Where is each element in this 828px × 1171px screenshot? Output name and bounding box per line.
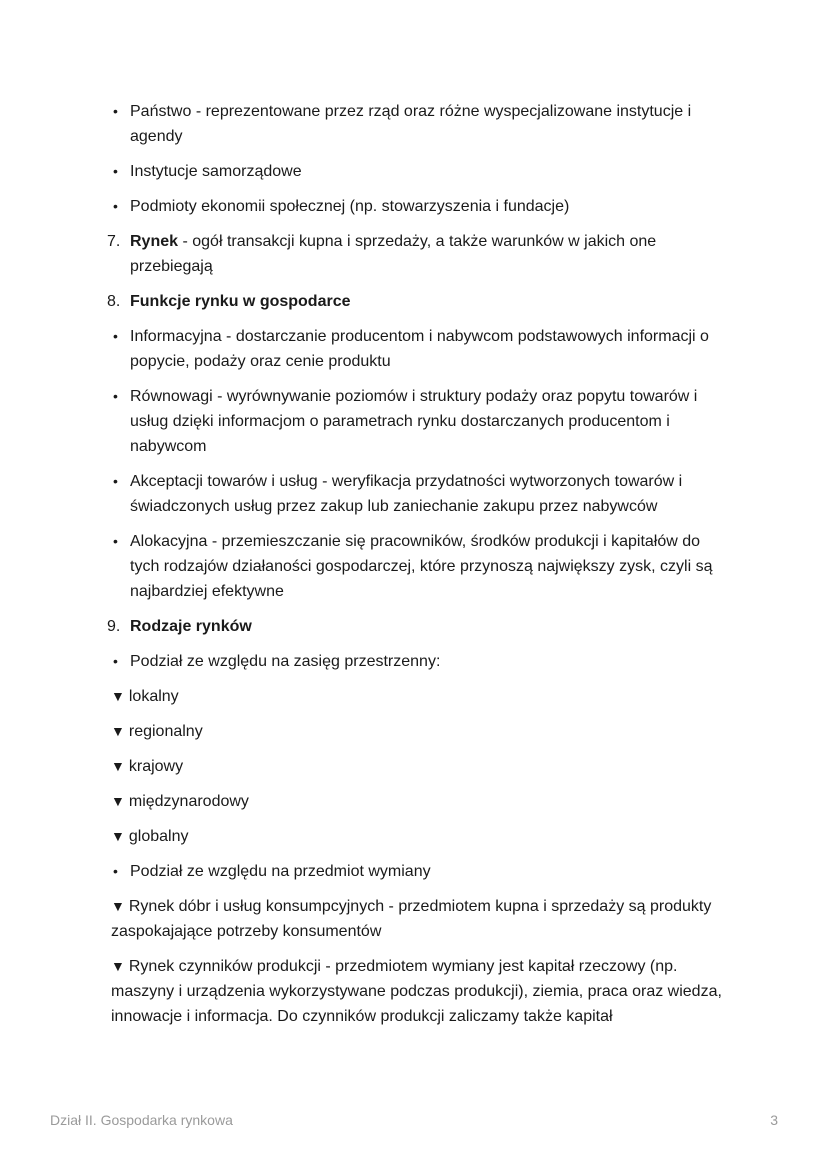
- bullet-marker: •: [113, 533, 118, 549]
- sub-list-item-text: krajowy: [128, 758, 184, 775]
- list-item: [111, 649, 731, 674]
- numbered-item: [107, 289, 731, 314]
- section-heading: Rodzaje rynków: [130, 618, 252, 635]
- bullet-marker: •: [113, 328, 118, 344]
- sub-list-item: [111, 684, 731, 709]
- sub-list-item: [111, 789, 731, 814]
- footer-section-title: Dział II. Gospodarka rynkowa: [50, 1112, 233, 1128]
- number-marker: 8.: [107, 293, 121, 310]
- number-marker: 9.: [107, 618, 121, 635]
- list-item-text: Alokacyjna - przemieszczanie się pracowników, środków produkcji i kapitałów do tych rodzajów działaności gospodarczej, które przynoszą największy zysk, czyli są najbardziej efektywne: [130, 533, 713, 600]
- triangle-down-icon: ▼: [111, 898, 125, 914]
- triangle-down-icon: ▼: [111, 958, 125, 974]
- bullet-marker: •: [113, 863, 118, 879]
- section-heading: Funkcje rynku w gospodarce: [130, 293, 351, 310]
- footer-page-number: 3: [770, 1112, 778, 1128]
- sub-list-item-text: regionalny: [128, 723, 203, 740]
- bullet-marker: •: [113, 388, 118, 404]
- list-item-text: Akceptacji towarów i usług - weryfikacja przydatności wytworzonych towarów i świadczonych usług przez zakup lub zaniechanie zakupu przez nabywców: [130, 473, 683, 515]
- list-item-text: Podział ze względu na przedmiot wymiany: [130, 863, 431, 880]
- bullet-marker: •: [113, 473, 118, 489]
- triangle-down-icon: ▼: [111, 828, 125, 844]
- bullet-marker: •: [113, 653, 118, 669]
- list-item-text: Podział ze względu na zasięg przestrzenny:: [130, 653, 441, 670]
- term-definition: - ogół transakcji kupna i sprzedaży, a także warunków w jakich one przebiegają: [130, 233, 657, 275]
- bullet-marker: •: [113, 198, 118, 214]
- number-marker: 7.: [107, 233, 121, 250]
- list-item: [111, 194, 731, 219]
- list-item: [111, 859, 731, 884]
- sub-list-item-text: lokalny: [128, 688, 179, 705]
- sub-list-item: [111, 894, 731, 944]
- list-item-text: Instytucje samorządowe: [130, 163, 302, 180]
- list-item: [111, 324, 731, 374]
- sub-list-item-text: Rynek dóbr i usług konsumpcyjnych - przedmiotem kupna i sprzedaży są produkty zaspokajające potrzeby konsumentów: [111, 898, 712, 940]
- list-item-text: Państwo - reprezentowane przez rząd oraz różne wyspecjalizowane instytucje i agendy: [130, 103, 692, 145]
- numbered-item: [107, 229, 731, 279]
- sub-list-item: [111, 754, 731, 779]
- list-item: [111, 469, 731, 519]
- bullet-marker: •: [113, 163, 118, 179]
- list-item: [111, 159, 731, 184]
- sub-list-item-text: międzynarodowy: [128, 793, 249, 810]
- list-item-text: Podmioty ekonomii społecznej (np. stowarzyszenia i fundacje): [130, 198, 570, 215]
- triangle-down-icon: ▼: [111, 723, 125, 739]
- bullet-marker: •: [113, 103, 118, 119]
- sub-list-item: [111, 824, 731, 849]
- list-item: [111, 529, 731, 604]
- document-content: [107, 99, 731, 1039]
- triangle-down-icon: ▼: [111, 793, 125, 809]
- term-heading: Rynek: [130, 233, 179, 250]
- list-item-text: Informacyjna - dostarczanie producentom i nabywcom podstawowych informacji o popycie, podaży oraz cenie produktu: [130, 328, 709, 370]
- list-item: [111, 384, 731, 459]
- list-item: [111, 99, 731, 149]
- numbered-item: [107, 614, 731, 639]
- sub-list-item: [111, 719, 731, 744]
- list-item-text: Równowagi - wyrównywanie poziomów i struktury podaży oraz popytu towarów i usług dzięki informacjom o parametrach rynku dostarczanych producentom i nabywcom: [130, 388, 698, 455]
- sub-list-item: [111, 954, 731, 1029]
- sub-list-item-text: globalny: [128, 828, 189, 845]
- triangle-down-icon: ▼: [111, 758, 125, 774]
- sub-list-item-text: Rynek czynników produkcji - przedmiotem wymiany jest kapitał rzeczowy (np. maszyny i urządzenia wykorzystywane podczas produkcji), ziemia, praca oraz wiedza, innowacje i informacja. Do czynników produkcji zaliczamy także kapitał: [111, 958, 722, 1025]
- triangle-down-icon: ▼: [111, 688, 125, 704]
